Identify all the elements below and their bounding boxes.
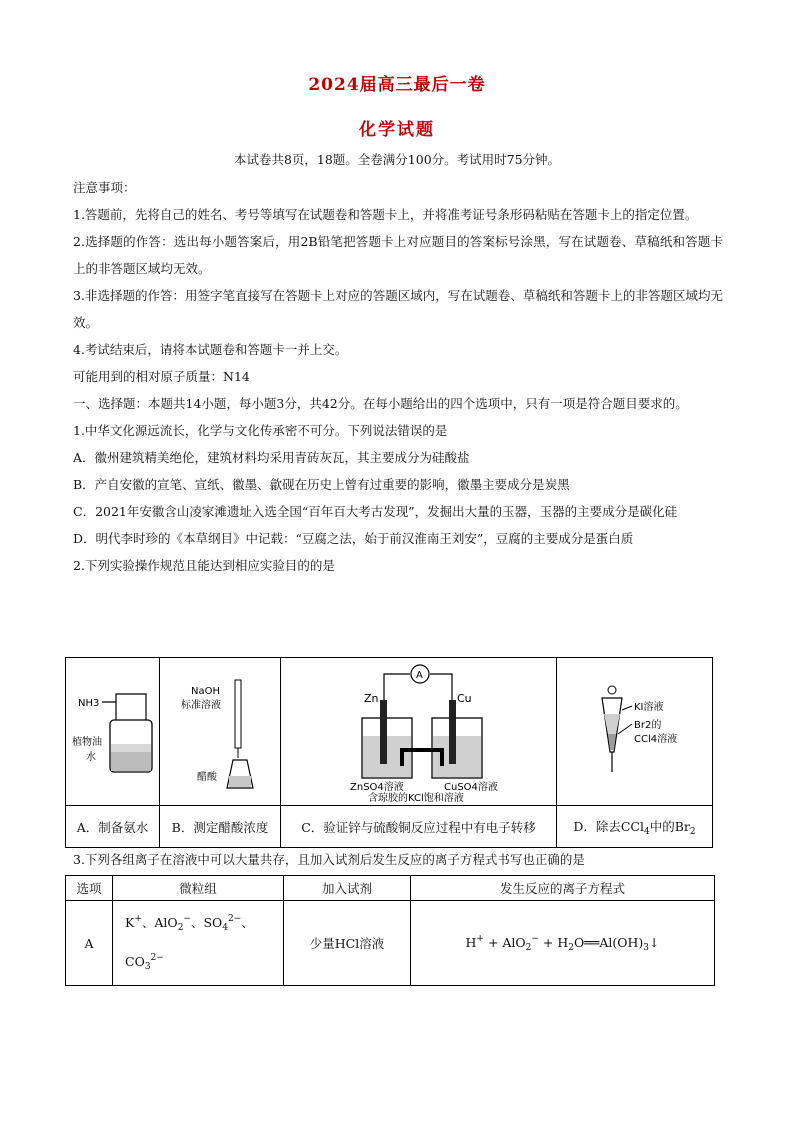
caption-d-ccl: CCl xyxy=(620,818,644,834)
fig-c-cell xyxy=(281,658,557,806)
sep: 、 xyxy=(190,915,204,930)
eq-h2o-sub: 2 xyxy=(568,942,575,953)
ion-alo2-sub: 2 xyxy=(177,923,184,933)
ion-co3: CO xyxy=(125,954,145,969)
notes-heading: 注意事项： xyxy=(73,180,136,195)
exam-title: 2024届高三最后一卷 xyxy=(308,75,486,95)
caption-d-sub: 4 xyxy=(644,826,650,837)
water-label: 水 xyxy=(85,752,96,763)
ion-alo2: AlO xyxy=(154,915,178,930)
subject-title: 化学试题 xyxy=(359,120,435,140)
ion-k-charge: + xyxy=(134,914,142,924)
sep: 、 xyxy=(241,915,254,930)
eq-alo2: AlO xyxy=(502,934,526,950)
titration-figure xyxy=(161,660,279,800)
q1-stem: 1.中华文化源远流长，化学与文化传承密不可分。下列说法错误的是 xyxy=(73,423,448,438)
sep: 、 xyxy=(141,915,155,930)
caption-d-br: Br xyxy=(674,818,690,834)
cu-label: Cu xyxy=(456,692,472,705)
q3-stem-wrap xyxy=(73,846,723,873)
q1-option-c: C．2021年安徽含山凌家滩遗址入选全国“百年百大考古发现”，发掘出大量的玉器，玉器的主要成分是碳化硅 xyxy=(73,504,678,519)
q1-option-b: B．产自安徽的宣笔、宣纸、徽墨、歙砚在历史上曾有过重要的影响，徽墨主要成分是炭黑 xyxy=(73,477,570,492)
salt-bridge-label: 含琼胶的KCl饱和溶液 xyxy=(367,793,464,802)
header-equation: 发生反应的离子方程式 xyxy=(411,876,715,901)
eq-h-charge: + xyxy=(476,933,484,944)
caption-d-text: D．除去 xyxy=(573,818,621,834)
cuso4-label: CuSO4溶液 xyxy=(443,782,498,793)
caption-d-mid: 中的 xyxy=(649,818,675,834)
eq-h2o-h: H xyxy=(557,934,569,950)
fig-d-cell xyxy=(557,658,713,806)
eq-h: H xyxy=(465,934,477,950)
znso4-label: ZnSO4溶液 xyxy=(349,782,404,793)
ki-label: KI溶液 xyxy=(633,702,664,713)
header-option: 选项 xyxy=(66,876,113,901)
zn-label: Zn xyxy=(363,692,379,705)
galvanic-cell-figure xyxy=(284,658,554,802)
eq-alo2-charge: − xyxy=(531,933,539,944)
ion-co3-sub: 3 xyxy=(144,962,151,972)
caption-d xyxy=(557,806,713,848)
atomic-mass: 可能用到的相对原子质量：N14 xyxy=(73,369,250,384)
nh3-label: NH3 xyxy=(77,698,99,709)
caption-d-br-sub: 2 xyxy=(689,826,696,837)
q3-stem: 3.下列各组离子在溶液中可以大量共存，且加入试剂后发生反应的离子方程式书写也正确的是 xyxy=(73,852,585,867)
caption-a: A．制备氨水 xyxy=(66,806,160,848)
row-a-reagent: 少量HCl溶液 xyxy=(284,901,411,986)
eq-aloh3: Al(OH) xyxy=(599,934,644,950)
note-item: 2.选择题的作答：选出每小题答案后，用2B铅笔把答题卡上对应题目的答案标号涂黑，写在试题卷、草稿纸和答题卡上的非答题区域均无效。 xyxy=(73,234,723,276)
br2-label: Br2的 xyxy=(633,720,661,731)
note-item: 4.考试结束后，请将本试题卷和答题卡一并上交。 xyxy=(73,342,348,357)
q3-table xyxy=(65,875,715,986)
eq-aloh3-sub: 3 xyxy=(643,942,649,953)
q2-stem: 2.下列实验操作规范且能达到相应实验目的的是 xyxy=(73,558,335,573)
ion-so4-sub: 4 xyxy=(222,923,229,933)
eq-equals: ══ xyxy=(584,934,600,950)
note-item: 3.非选择题的作答：用签字笔直接写在答题卡上对应的答题区域内，写在试题卷、草稿纸和答题卡上的非答题区域均无效。 xyxy=(73,288,723,330)
row-a-equation xyxy=(411,901,715,986)
row-a-option: A xyxy=(66,901,113,986)
section-intro: 一、选择题：本题共14小题，每小题3分，共42分。在每小题给出的四个选项中，只有一项是符合题目要求的。 xyxy=(73,396,688,411)
eq-h2o-o: O xyxy=(574,934,585,950)
q2-figure-table xyxy=(65,657,713,848)
precipitate-arrow-icon: ↓ xyxy=(649,934,660,950)
ion-k: K xyxy=(125,915,135,930)
separatory-funnel-figure xyxy=(560,660,710,800)
fig-b-cell xyxy=(160,658,281,806)
caption-c: C．验证锌与硫酸铜反应过程中有电子转移 xyxy=(281,806,557,848)
q1-option-d: D．明代李时珍的《本草纲目》中记载：“豆腐之法，始于前汉淮南王刘安”，豆腐的主要成分是蛋白质 xyxy=(73,531,634,546)
instructions xyxy=(73,174,723,579)
ion-co3-charge: 2− xyxy=(150,953,164,963)
row-a-species xyxy=(113,901,284,986)
exam-info: 本试卷共8页，18题。全卷满分100分。考试用时75分钟。 xyxy=(233,152,561,167)
q1-option-a: A．徽州建筑精美绝伦，建筑材料均采用青砖灰瓦，其主要成分为硅酸盐 xyxy=(73,450,470,465)
eq-plus: + xyxy=(538,934,558,950)
acetic-acid-label: 醋酸 xyxy=(197,772,217,783)
ammeter-label: A xyxy=(415,670,423,681)
naoh-label: NaOH xyxy=(191,686,220,697)
header-species: 微粒组 xyxy=(113,876,284,901)
header-reagent: 加入试剂 xyxy=(284,876,411,901)
eq-alo2-sub: 2 xyxy=(525,942,532,953)
ion-so4-charge: 2− xyxy=(228,914,242,924)
ammonia-apparatus-figure xyxy=(68,660,158,800)
ion-alo2-charge: − xyxy=(183,914,191,924)
eq-plus: + xyxy=(483,934,503,950)
note-item: 1.答题前，先将自己的姓名、考号等填写在试题卷和答题卡上，并将准考证号条形码粘贴在答题卡上的指定位置。 xyxy=(73,207,698,222)
std-solution-label: 标准溶液 xyxy=(181,700,221,711)
caption-b: B．测定醋酸浓度 xyxy=(160,806,281,848)
ion-so4: SO xyxy=(203,915,223,930)
oil-label: 植物油 xyxy=(71,737,102,748)
ccl4-label: CCl4溶液 xyxy=(633,734,677,745)
fig-a-cell xyxy=(66,658,160,806)
